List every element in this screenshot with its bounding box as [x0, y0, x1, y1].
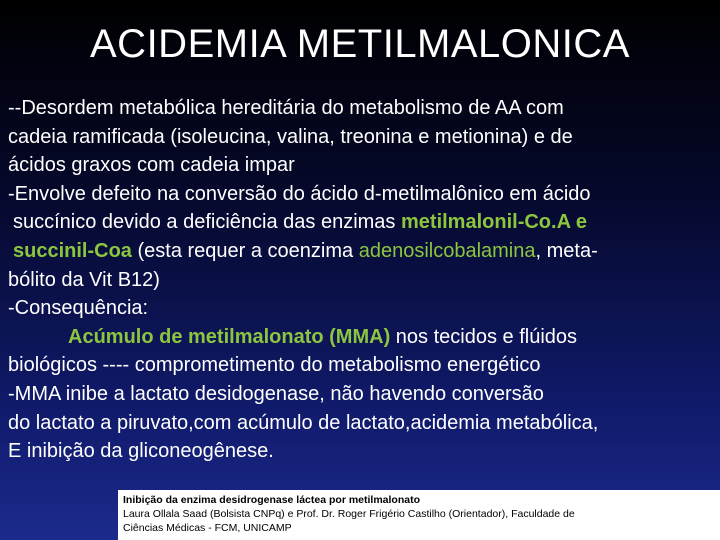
body-line-8: [8, 294, 720, 323]
slide-body: [8, 94, 720, 466]
body-line-7: [8, 266, 720, 295]
body-line-4: [8, 180, 720, 209]
text-segment: succínico devido a deficiência das enzimas: [13, 211, 401, 234]
text-segment: metilmalonil-Co.A e: [401, 211, 587, 234]
text-segment: biológicos ---- comprometimento do metabolismo energético: [8, 354, 541, 377]
body-line-13: [8, 437, 720, 466]
body-line-5: [8, 208, 720, 237]
text-segment: succinil-Coa: [13, 239, 132, 262]
text-segment: -Envolve defeito na conversão do ácido d-metilmalônico em ácido: [8, 182, 591, 205]
text-segment: nos tecidos e flúidos: [390, 325, 578, 348]
text-segment: -Consequência:: [8, 297, 149, 320]
text-segment: -MMA inibe a lactato desidogenase, não havendo conversão: [8, 382, 544, 405]
text-segment: do lactato a piruvato,com acúmulo de lactato,acidemia metabólica,: [8, 411, 599, 434]
text-segment: E inibição da gliconeogênese.: [8, 440, 274, 463]
text-segment: Acúmulo de metilmalonato (MMA): [68, 325, 391, 348]
text-segment: , meta-: [535, 239, 598, 262]
body-line-2: [8, 123, 720, 152]
caption-title: Inibição da enzima desidrogenase láctea por metilmalonato: [123, 494, 420, 506]
body-line-1: [8, 94, 720, 123]
body-line-12: [8, 409, 720, 438]
text-segment: cadeia ramificada (isoleucina, valina, treonina e metionina) e de: [8, 125, 573, 148]
body-line-3: [8, 151, 720, 180]
text-segment: ácidos graxos com cadeia impar: [8, 154, 295, 177]
reference-caption: [118, 490, 720, 540]
body-line-10: [8, 351, 720, 380]
body-line-6: [8, 237, 720, 266]
slide-title: ACIDEMIA METILMALONICA: [90, 22, 630, 66]
text-segment: (esta requer a coenzima: [131, 239, 359, 262]
body-line-9: [8, 323, 720, 352]
text-segment: adenosilcobalamina: [358, 239, 536, 262]
text-segment: bólito da Vit B12): [8, 268, 160, 291]
caption-authors-line-1: Laura Ollala Saad (Bolsista CNPq) e Prof. Dr. Roger Frigério Castilho (Orientador), Faculdade de: [123, 508, 575, 520]
text-segment: --Desordem metabólica hereditária do metabolismo de AA com: [8, 97, 564, 119]
body-line-11: [8, 380, 720, 409]
caption-authors-line-2: Ciências Médicas - FCM, UNICAMP: [123, 522, 292, 534]
